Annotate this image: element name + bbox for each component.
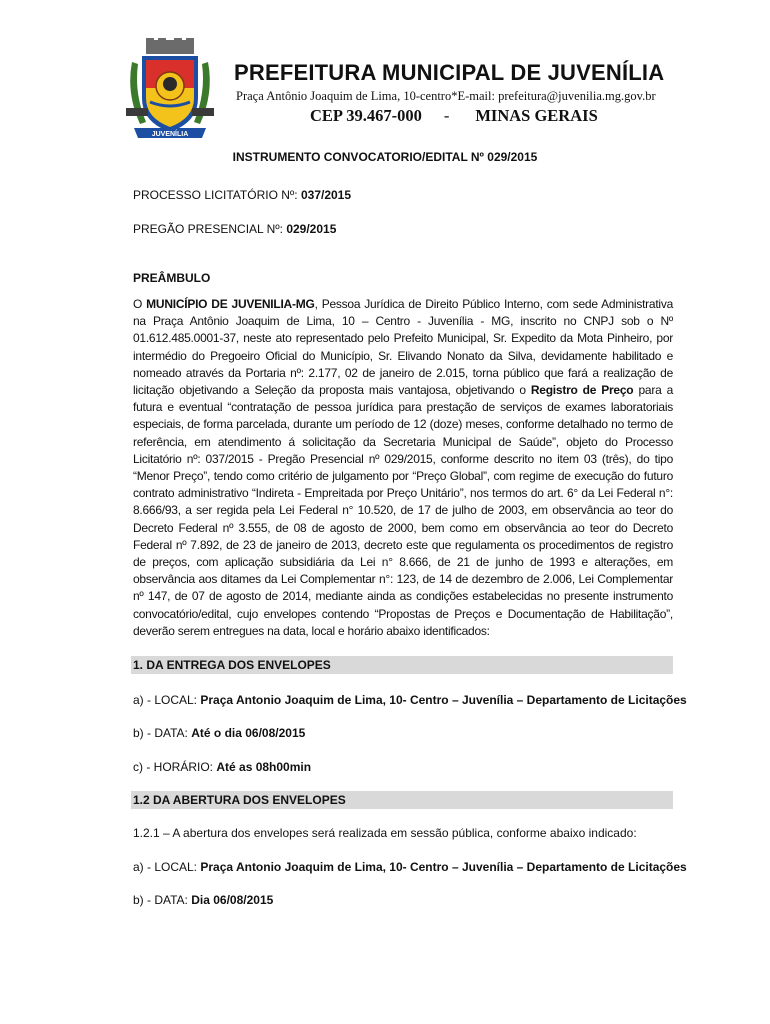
section-1-2-data-value: Dia 06/08/2015 — [191, 893, 274, 907]
preamble-paragraph — [133, 296, 673, 640]
section-1-heading: 1. DA ENTREGA DOS ENVELOPES — [131, 656, 673, 674]
section-1-data — [133, 726, 305, 740]
section-1-local-label: a) - LOCAL: — [133, 693, 201, 707]
section-1-2-local-label: a) - LOCAL: — [133, 860, 201, 874]
pregao-line — [133, 222, 336, 236]
section-1-local — [133, 693, 687, 707]
preamble-lead-prefix: O — [133, 297, 147, 311]
letterhead — [124, 38, 684, 148]
organization-title: PREFEITURA MUNICIPAL DE JUVENÍLIA — [234, 60, 665, 85]
organization-address: Praça Antônio Joaquim de Lima, 10-centro*E-mail: prefeitura@juvenilia.mg.gov.br — [236, 89, 656, 103]
preamble-text-2: para a futura e eventual “contratação de pessoa jurídica para prestação de serviços de exames laboratoriais especiais, de forma parcelada, durante um período de 12 (doze) meses, conforme detalhado no termo de referência, em atendimento á solicitação da Secretaria Municipal de Saúde”, objeto do Processo Licitatório nº: 037/2015 - Pregão Presencial nº 029/2015, conforme descrito no item 03 (três), do tipo “Menor Preço”, tendo como critério de julgamento por “Preço Global”, com regime de execução do futuro contrato administrativo “Indireta - Empreitada por Preço Unitário”, nos termos do art. 6° da Lei Federal n°: 8.666/93, a ser regida pela Lei Federal n° 10.520, de 17 de julho de 2003, em observância ao teor do Decreto Federal nº 3.555, de 08 de agosto de 2000, bem como em observância ao teor do Decreto Federal nº 7.892, de 23 de janeiro de 2013, decreto este que regulamenta os procedimentos de registro de preços, com aplicação subsidiária da Lei n° 8.666, de 21 de junho de 1993 e alterações, em observância aos ditames da Lei Complementar n°: 123, de 14 de dezembro de 2.006, Lei Complementar nº 147, de 07 de agosto de 2014, mediante ainda as condições estabelecidas no presente instrumento convocatório/edital, cujo envelopes contendo “Propostas de Preços e Documentação de Habilitação”, deverão serem entregues na data, local e horário abaixo identificados: — [133, 383, 674, 638]
section-1-2-data-label: b) - DATA: — [133, 893, 192, 907]
preamble-text-1: , Pessoa Jurídica de Direito Público Interno, com sede Administrativa na Praça Antônio Joaquim de Lima, 10 – Centro - Juvenília - MG, inscrito no CNPJ sob o Nº 01.612.485.0001-37, neste ato representado pelo Prefeito Municipal, Sr. Expedito da Mota Pinheiro, por intermédio do Pregoeiro Oficial do Município, Sr. Elivando Nonato da Silva, devidamente habilitado e nomeado através da Portaria nº: 2.177, 02 de janeiro de 2.015, torna público que fará a realização de licitação objetivando a Seleção da proposta mais vantajosa, objetivando o — [133, 297, 674, 398]
section-1-2-local-value: Praça Antonio Joaquim de Lima, 10- Centro – Juvenília – Departamento de Licitações — [200, 860, 687, 874]
section-1-2-local — [133, 860, 687, 874]
preamble-registro: Registro de Preço — [530, 383, 634, 398]
state-name: MINAS GERAIS — [475, 106, 598, 125]
section-1-local-value: Praça Antonio Joaquim de Lima, 10- Centro – Juvenília – Departamento de Licitações — [200, 693, 687, 707]
preamble-heading-text: PREÂMBULO — [133, 271, 211, 285]
municipal-crest-icon — [124, 38, 216, 146]
section-1-2-data — [133, 893, 273, 907]
section-1-horario-value: Até as 08h00min — [216, 760, 312, 774]
section-1-data-value: Até o dia 06/08/2015 — [191, 726, 306, 740]
document-title: INSTRUMENTO CONVOCATORIO/EDITAL Nº 029/2015 — [232, 150, 538, 164]
section-1-2-heading: 1.2 DA ABERTURA DOS ENVELOPES — [131, 791, 673, 809]
crest-banner-text: JUVENÍLIA — [151, 131, 189, 138]
processo-line — [133, 188, 351, 202]
section-1-horario — [133, 760, 311, 774]
section-1-2-intro: 1.2.1 – A abertura dos envelopes será realizada em sessão pública, conforme abaixo indicado: — [133, 826, 637, 840]
cep-separator: - — [443, 106, 450, 125]
processo-value: 037/2015 — [300, 188, 352, 202]
preamble-municipality: MUNICÍPIO DE JUVENILIA-MG — [146, 297, 315, 311]
preamble-heading — [133, 271, 210, 285]
cep-state-line — [310, 106, 598, 126]
section-1-data-label: b) - DATA: — [133, 726, 192, 740]
cep-value: CEP 39.467-000 — [310, 106, 422, 125]
section-1-horario-label: c) - HORÁRIO: — [133, 760, 217, 774]
processo-label: PROCESSO LICITATÓRIO Nº: — [133, 188, 301, 202]
pregao-label: PREGÃO PRESENCIAL Nº: — [133, 222, 287, 236]
pregao-value: 029/2015 — [286, 222, 337, 236]
